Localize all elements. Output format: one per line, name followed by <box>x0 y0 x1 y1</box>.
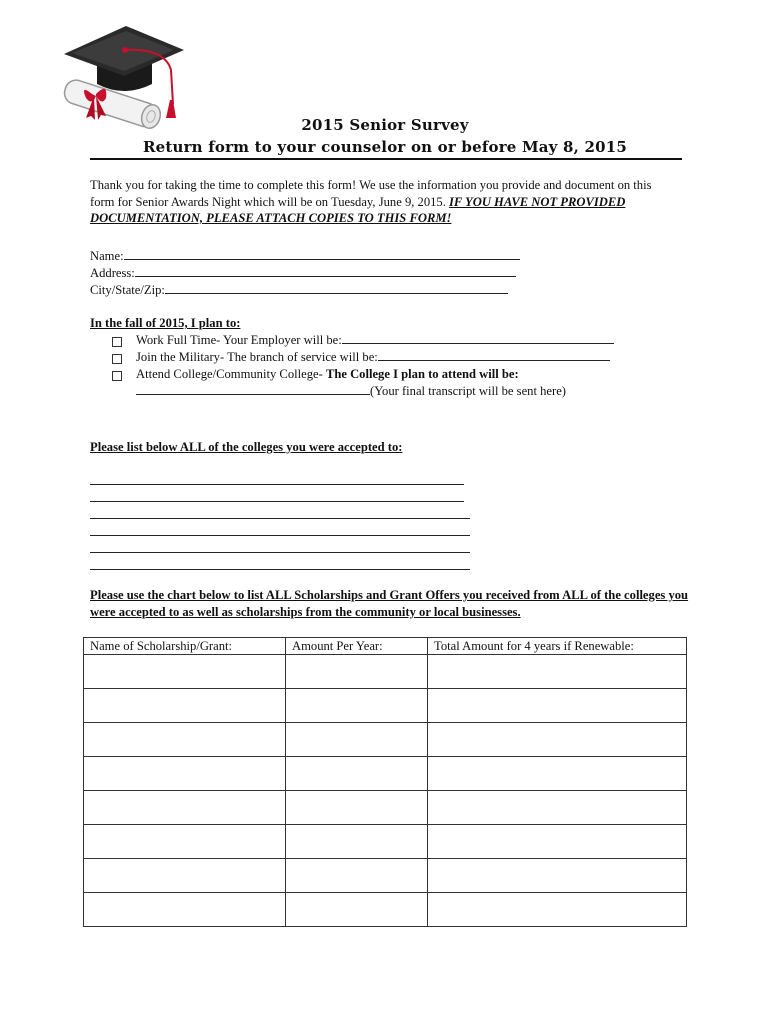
page-subtitle: Return form to your counselor on or before May 8, 2015 <box>142 138 628 156</box>
page-title: 2015 Senior Survey <box>301 116 469 134</box>
table-cell[interactable] <box>428 859 687 893</box>
transcript-note: (Your final transcript will be sent here) <box>370 384 566 398</box>
address-field[interactable] <box>90 265 516 282</box>
intro-emphasis: IF YOU HAVE NOT PROVIDED DOCUMENTATION, PLEASE ATTACH COPIES TO THIS FORM! <box>90 194 626 225</box>
city-state-zip-field[interactable] <box>90 282 508 299</box>
table-cell[interactable] <box>428 791 687 825</box>
table-cell[interactable] <box>286 791 428 825</box>
college-name-blank[interactable] <box>136 383 370 395</box>
table-cell[interactable] <box>286 757 428 791</box>
table-cell[interactable] <box>84 893 286 927</box>
table-cell[interactable] <box>286 859 428 893</box>
column-header-amount: Amount Per Year: <box>286 638 428 655</box>
military-checkbox[interactable] <box>112 354 122 364</box>
branch-blank[interactable] <box>378 349 610 361</box>
table-cell[interactable] <box>286 723 428 757</box>
college-blank-line[interactable] <box>90 569 470 570</box>
name-label: Name: <box>90 249 124 263</box>
table-cell[interactable] <box>84 791 286 825</box>
address-label: Address: <box>90 266 135 280</box>
table-cell[interactable] <box>428 723 687 757</box>
table-header-row <box>84 638 687 655</box>
college-blank-line[interactable] <box>90 535 470 536</box>
table-row <box>84 859 687 893</box>
city-state-zip-blank[interactable] <box>165 282 508 294</box>
transcript-line <box>136 383 566 400</box>
college-option-label: Attend College/Community College- <box>136 367 326 381</box>
table-cell[interactable] <box>84 655 286 689</box>
military-option-label: Join the Military- The branch of service will be: <box>136 350 378 364</box>
table-cell[interactable] <box>286 655 428 689</box>
college-blank-line[interactable] <box>90 518 470 519</box>
table-row <box>84 893 687 927</box>
table-cell[interactable] <box>84 859 286 893</box>
work-checkbox[interactable] <box>112 337 122 347</box>
college-checkbox[interactable] <box>112 371 122 381</box>
scholarship-table <box>83 637 687 927</box>
table-row <box>84 791 687 825</box>
table-cell[interactable] <box>428 757 687 791</box>
table-cell[interactable] <box>286 893 428 927</box>
table-cell[interactable] <box>428 689 687 723</box>
table-row <box>84 757 687 791</box>
military-option <box>136 349 610 366</box>
table-row <box>84 655 687 689</box>
column-header-total: Total Amount for 4 years if Renewable: <box>428 638 687 655</box>
college-plan-label: The College I plan to attend will be: <box>325 367 519 381</box>
plans-heading: In the fall of 2015, I plan to: <box>90 316 241 330</box>
table-row <box>84 689 687 723</box>
college-blank-line[interactable] <box>90 501 464 502</box>
table-cell[interactable] <box>428 825 687 859</box>
table-row <box>84 723 687 757</box>
table-cell[interactable] <box>286 825 428 859</box>
name-blank[interactable] <box>124 248 520 260</box>
table-row <box>84 825 687 859</box>
table-cell[interactable] <box>428 893 687 927</box>
employer-blank[interactable] <box>342 332 614 344</box>
column-header-name: Name of Scholarship/Grant: <box>84 638 286 655</box>
scholarship-instructions: Please use the chart below to list ALL Scholarships and Grant Offers you received from ALL of the colleges you were accepted to as well as scholarships from the community or local businesses. <box>90 588 689 619</box>
intro-text: Thank you for taking the time to complete this form! We use the information you provide and document on this form for Senior Awards Night which will be on Tuesday, June 9, 2015. <box>90 178 652 209</box>
intro-paragraph <box>90 177 675 227</box>
work-option-label: Work Full Time- Your Employer will be: <box>136 333 342 347</box>
name-field[interactable] <box>90 248 520 265</box>
table-cell[interactable] <box>84 825 286 859</box>
city-state-zip-label: City/State/Zip: <box>90 283 165 297</box>
table-cell[interactable] <box>286 689 428 723</box>
work-option <box>136 332 614 349</box>
title-divider <box>90 158 682 160</box>
address-blank[interactable] <box>135 265 516 277</box>
college-blank-line[interactable] <box>90 484 464 485</box>
college-blank-line[interactable] <box>90 552 470 553</box>
table-cell[interactable] <box>84 689 286 723</box>
colleges-heading: Please list below ALL of the colleges you were accepted to: <box>90 440 403 454</box>
table-cell[interactable] <box>84 757 286 791</box>
table-cell[interactable] <box>84 723 286 757</box>
college-option <box>136 366 519 383</box>
table-cell[interactable] <box>428 655 687 689</box>
